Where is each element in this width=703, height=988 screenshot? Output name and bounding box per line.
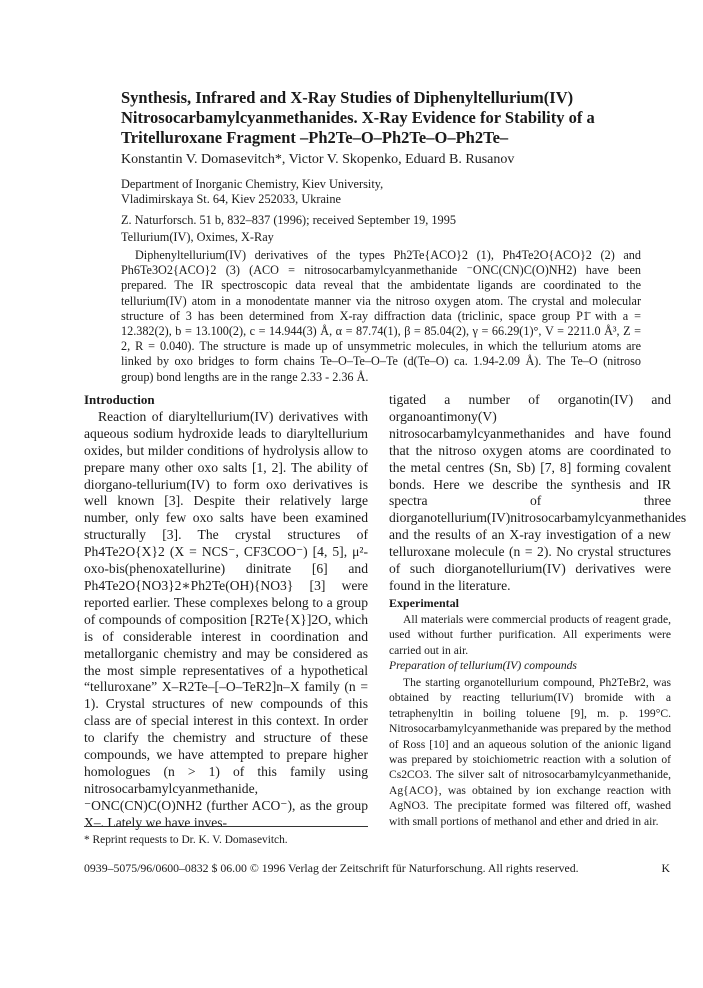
- right-column: [389, 392, 687, 829]
- article-title: Synthesis, Infrared and X-Ray Studies of Diphenyltellurium(IV) Nitrosocarbamylcyanmethanides. X-Ray Evidence for Stability of a Tritelluroxane Fragment –Ph2Te–O–Ph2Te–O–Ph2Te–: [121, 88, 595, 147]
- citation: Z. Naturforsch. 51 b, 832–837 (1996); received September 19, 1995: [121, 213, 457, 227]
- introduction-paragraph: Reaction of diaryltellurium(IV) derivatives with aqueous sodium hydroxide leads to diaryltellurium oxides, but milder conditions of hydrolysis allow to prepare many other oxo salts [1, 2]. The ability of diorgano-tellurium(IV) to form oxo derivatives is well known [3]. Despite their relatively large number, only few oxo salts have been examined structurally [3]. The crystal structures of Ph4Te2O{X}2 (X = NCS⁻, CF3COO⁻) [4, 5], μ²-oxo-bis(phenoxatellurine) dinitrate [6] and Ph4Te2O{NO3}2∗Ph2Te(OH){NO3} [3] were reported earlier. These complexes belong to a group of compounds of composition [R2Te{X}]2O, which is of considerable interest in coordination and metallorganic chemistry and may be considered as the most simple representatives of a hypothetical “telluroxane” X–R2Te–[–O–TeR2]n–X family (n = 1). Crystal structures of new compounds of this class are of special interest in this context. In order to clarify the chemistry and structure of these compounds, we have attempted to prepare higher homologues (n > 1) of this family using nitrosocarbamylcyanmethanide, ⁻ONC(CN)C(O)NH2 (further ACO⁻), as the group X–. Lately we have inves-: [84, 408, 368, 830]
- left-column: [84, 392, 368, 832]
- section-heading-experimental: Experimental: [389, 595, 459, 610]
- footnote-rule: [84, 826, 368, 827]
- footnote: * Reprint requests to Dr. K. V. Domasevitch.: [84, 834, 288, 846]
- affiliation-line: Department of Inorganic Chemistry, Kiev University,: [121, 177, 384, 191]
- abstract: Diphenyltellurium(IV) derivatives of the types Ph2Te{ACO}2 (1), Ph4Te2O{ACO}2 (2) and Ph6Te3O2{ACO}2 (3) (ACO = nitrosocarbamylcyanmethanide ⁻ONC(CN)C(O)NH2) have been prepared. The IR spectroscopic data reveal that the ambidentate ligands are coordinated to the tellurium(IV) atom in a monodentate manner via the nitroso oxygen atom. The crystal and molecular structure of 3 has been determined from X-ray diffraction data (triclinic, space group P1̄ with a = 12.382(2), b = 13.100(2), c = 14.944(3) Å, α = 87.74(1), β = 85.04(2), γ = 66.29(1)°, V = 2211.0 Å³, Z = 2, R = 0.040). The structure is made up of unsymmetric molecules, in which the tellurium atoms are linked by oxo bridges to form chains Te–O–Te–O–Te (d(Te–O) ca. 1.94-2.09 Å). The Te–O (nitroso group) bond lengths are in the range 2.33 - 2.36 Å.: [121, 248, 641, 384]
- page-marker: K: [661, 861, 670, 875]
- experimental-paragraph: All materials were commercial products of reagent grade, used without further purification. All experiments were carried out in air.: [389, 612, 671, 657]
- subsection-heading: Preparation of tellurium(IV) compounds: [389, 659, 577, 672]
- introduction-continuation: tigated a number of organotin(IV) and organoantimony(V) nitrosocarbamylcyanmethanides and have found that the nitroso oxygen atoms are coordinated to the metal centres (Sn, Sb) [7, 8] forming covalent bonds. Here we describe the synthesis and IR spectra of three diorganotellurium(IV)nitrosocarbamylcyanmethanides and the results of an X-ray investigation of a new telluroxane molecule (n = 2). No crystal structures of such diorganotellurium(IV) derivatives were found in the literature.: [389, 392, 687, 593]
- page-footer: [84, 861, 670, 876]
- affiliation: [121, 177, 383, 207]
- preparation-paragraph: The starting organotellurium compound, Ph2TeBr2, was obtained by reacting tellurium(IV) bromide with a tetraphenyltin in boiling toluene [9], m. p. 199°C. Nitrosocarbamylcyanmethanide was prepared by the method of Ross [10] and an aqueous solution of the anionic ligand was prepared by stoichiometric reaction with a solution of Cs2CO3. The silver salt of nitrosocarbamylcyanmethanide, Ag{ACO}, was obtained by ion exchange reaction with AgNO3. The precipitate formed was filtered off, washed with small portions of methanol and ether and dried in air.: [389, 675, 671, 828]
- section-heading-introduction: Introduction: [84, 392, 155, 407]
- affiliation-line: Vladimirskaya St. 64, Kiev 252033, Ukraine: [121, 192, 341, 206]
- author-list: Konstantin V. Domasevitch*, Victor V. Skopenko, Eduard B. Rusanov: [121, 152, 515, 167]
- copyright-line: 0939–5075/96/0600–0832 $ 06.00 © 1996 Verlag der Zeitschrift für Naturforschung. All rights reserved.: [84, 861, 579, 875]
- keywords: Tellurium(IV), Oximes, X-Ray: [121, 230, 274, 244]
